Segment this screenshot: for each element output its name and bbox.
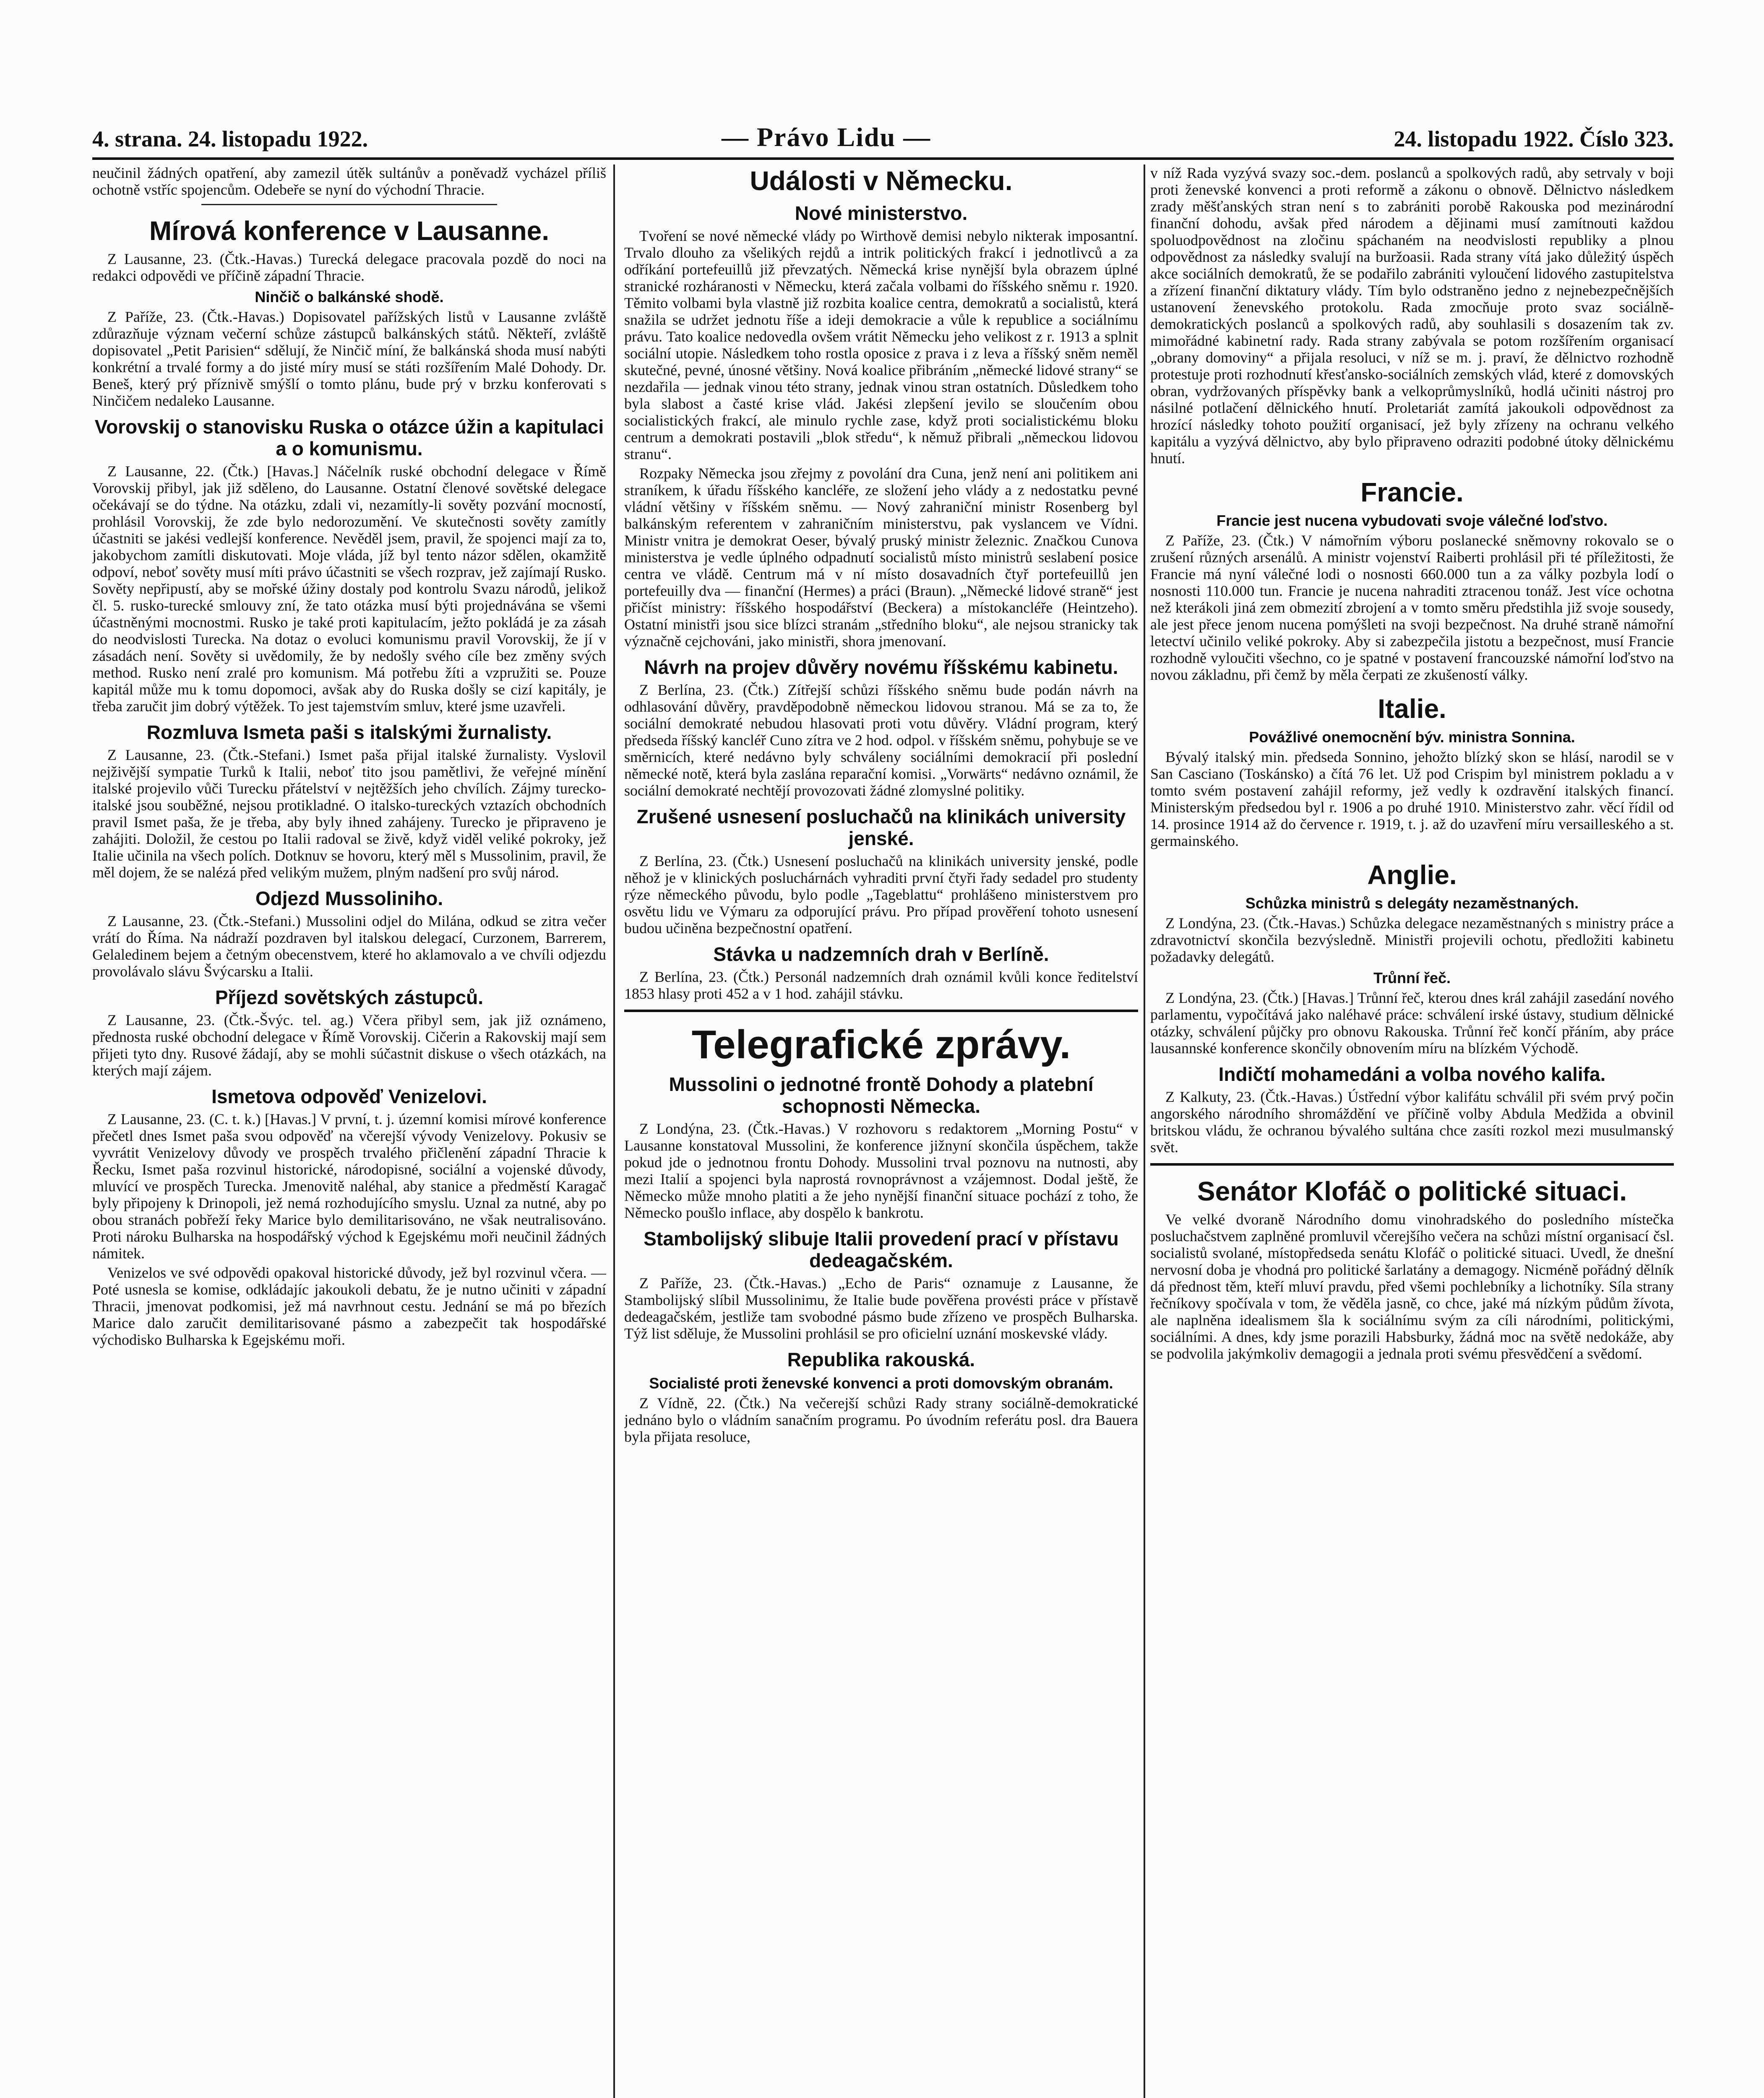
column-rule [613,164,615,2098]
headline-vorovskij: Vorovskij o stanovisku Ruska o otázce úžin a kapitulaci a o komunismu. [94,416,604,459]
article-text: Z Berlína, 23. (Čtk.) Zítřejší schůzi říšského sněmu bude podán návrh na odhlasování důvěry, pravděpodobně německou lidovou stranou. Má se za to, že sociální demokraté nebudou hlasovati proti votu důvěry. Vládní program, který předseda říšský kancléř Cuno zítra ve 2 hod. odpol. v říšském sněmu, pohybuje se ve směrnicích, které nedávno byly schváleny sociálními demokracií při poslední německé notě, která byla zaslána reparační komisi. „Vorwärts“ nedávno oznámil, že sociální demokraté nechtějí provozovati žádné zlomyslné politiky. [624,681,1138,799]
subheadline-italie: Povážlivé onemocnění býv. ministra Sonnina. [1249,728,1575,746]
article-text: Z Berlína, 23. (Čtk.) Personál nadzemních drah oznámil kvůli konce ředitelství 1853 hlasy proti 452 a v 1 hod. zahájil stávku. [624,968,1138,1002]
article-text: Z Lausanne, 23. (Čtk.-Havas.) Turecká delegace pracovala pozdě do noci na redakci odpovědi ve příčině západní Thracie. [92,251,606,284]
headline-ismet-pasa: Rozmluva Ismeta paši s italskými žurnalisty. [146,721,552,743]
headline-ismetova-odpoved: Ismetova odpověď Venizelovi. [211,1086,487,1107]
article-continuation: neučinil žádných opatření, aby zamezil útěk sultánův a poněvadž vycházel příliš ochotně vstříc spojencům. Odebeře se nyní do východní Thracie. [92,164,606,198]
headline-navrh-duvery: Návrh na projev důvěry novému říšskému kabinetu. [644,656,1118,678]
subheadline-nincic: Ninčič o balkánské shodě. [255,288,444,305]
subheadline-nove-ministerstvo: Nové ministerstvo. [795,202,968,224]
article-text: Z Lausanne, 22. (Čtk.) [Havas.] Náčelník ruské obchodní delegace v Římě Vorovskij přibyl, jak již sděleno, do Lausanne. Ostatní členové sovětské delegace očekávají se do týdne. Na otázku, zdali vi, nezamítly-li sověty pozvání mocností, prohlásil Vorovskij, že zde bylo nedorozumění. Ve skutečnosti sověty zamítly účastniti se jakési vedlejší konference. Nevěděl jsem, pravil, že spojenci mají za to, jakobychom zamítli diskutovati. Moje vláda, jíž byl tento názor sdělen, okamžitě odpoví, neboť sověty musí míti právo účastniti se všech rozprav, jež zajímají Rusko. Sověty nepřipustí, aby se mořské úžiny dostaly pod kontrolu Svazu národů, jelikož čl. 5. rusko-turecké smlouvy zní, že tato otázka musí býti projednávána se všemi účastněnými mocnostmi. Rusko je také proti kapitulacím, ježto pokládá je za zásah do neodvislosti Turecka. Na dotaz o evoluci komunismu pravil Vorovskij, že jí v zásadách není. Sověty si uvědomily, že by nedošly svého cíle bez změny svých method. Rusko není zralé pro komunism. Má potřebu žíti a vzpružiti se. Pouze kapitál může mu k tomu dopomoci, avšak aby do Ruska došly se cizí kapitály, je třeba zaručit jim dobrý výtěžek. To jest tajemstvím smluv, které jsme uzavřeli. [92,463,606,715]
divider [201,204,497,205]
subheadline-francie: Francie jest nucena vybudovati svoje válečné loďstvo. [1216,512,1608,529]
article-text: Tvoření se nové německé vlády po Wirthově demisi nebylo nikterak imposantní. Trvalo dlouho za všelikých rejdů a intrik politických frakcí i jednotlivců a za odříkání portefeuillů již převzatých. Německá krise nynější byla obrazem úplné stranické rozháranosti v Německu, která začala volbami do říšského sněmu r. 1920. Těmito volbami byla vlastně již rozbita koalice centra, demokratů a socialistů, která snažila se udržet jednotu říše a ideji demokracie a vůle k republice a sociálnímu právu. Tato koalice nedovedla ovšem vrátit Německu jeho velikost z r. 1913 a splnit sociální utopie. Následkem toho rostla oposice z prava i z leva a říšský sněm neměl skutečné, pevné, únosné většiny. Nová koalice přibráním „německé lidové strany“ se nezdařila — jednak vinou této strany, jednak vinou stran ostatních. Důsledkem toho byla slabost a časté krise vlád. Jakési zlepšení jevilo se sloučením obou socialistických frakcí, ale minulo rychle zase, když proti socialistickému bloku centrum a demokrati postavili „blok středu“, k němuž přibrali „německou lidovou stranu“. [624,227,1138,462]
article-text: Rozpaky Německa jsou zřejmy z povolání dra Cuna, jenž není ani politikem ani straníkem, k úřadu říšského kancléře, ze složení jeho vlády a z nedostatku pevné vládní většiny v říšském sněmu. — Nový zahraniční ministr Rosenberg byl balkánským referentem v zahraničním ministerstvu, pak vyslancem ve Vídni. Ministr vnitra je demokrat Oeser, bývalý pruský ministr železnic. Značkou Cunova ministerstva je vedle úplného odpadnutí socialistů místo ministrů seslabení posice centra ve vládě. Centrum má v ní místo dosavadních čtyř portefeuillů jen portefeuilly dva — finanční (Hermes) a práci (Braun). „Německé lidové straně“ jest přičíst ministry: říšského hospodářství (Beckera) a místokancléře (Heintzeho). Ostatní ministři jsou sice blízci stranám „středního bloku“, ale nejsou stranicky tak význačně cejchováni, jako ministři, shora jmenovaní. [624,465,1138,650]
article-text: Z Berlína, 23. (Čtk.) Usnesení posluchačů na klinikách university jenské, podle něhož je v klinických posluchárnách vyhraditi první čtyři řady sedadel pro studenty rýze německého původu, bylo podle „Tageblattu“ prohlášeno ministerstvem pro osvětu lidu ve Výmaru za odporující právu. Pro případ prověření tohoto usnesení budou učiněna bezpečnostní opatření. [624,853,1138,937]
headline-republika-rakouska: Republika rakouská. [787,1349,975,1370]
article-text: Z Londýna, 23. (Čtk.-Havas.) Schůzka delegace nezaměstnaných s ministry práce a zdravotnictví skončila bezvýsledně. Ministři projevili ochotu, předložiti kabinetu požadavky delegátů. [1150,915,1674,965]
article-text: Bývalý italský min. předseda Sonnino, jehožto blízký skon se hlásí, narodil se v San Casciano (Toskánsko) a čítá 76 let. Už pod Crispim byl ministrem pokladu a v tomto svém postavení zahájil reformy, jež vedly k ozdravění italských financí. Ministerským předsedou byl r. 1906 a po druhé 1910. Ministerstvo zahr. věcí řídil od 14. prosince 1914 až do července r. 1919, t. j. až do uzavření míru versailleského a st. germainského. [1150,749,1674,849]
article-text: Z Paříže, 23. (Čtk.-Havas.) „Echo de Paris“ oznamuje z Lausanne, že Stambolijský slíbil Mussolinimu, že Italie bude pověřena provésti práce v přístavě dedeagačském, jestliže tam svobodné pásmo bude zřízeno ve prospěch Bulharska. Týž list sděluje, že Mussolini prohlásil se pro oficielní uznání moskevské vlády. [624,1275,1138,1342]
headline-stambolijsky: Stambolijský slibuje Italii provedení prací v přístavu dedeagačském. [644,1228,1119,1271]
article-text: Z Lausanne, 23. (Čtk.-Švýc. tel. ag.) Včera přibyl sem, jak již oznámeno, přednosta ruské obchodní delegace v Římě Vorovskij. Cičerin a Rakovskij mají sem přijeti tyto dny. Rusové žádají, aby se mohli súčastnit diskuse o všech otázkách, na kterých mají zájem. [92,1012,606,1079]
headline-udalosti-v-nemecku: Události v Německu. [750,166,1013,196]
headline-odjezd-mussoliniho: Odjezd Mussoliniho. [255,887,443,909]
column-2 [624,164,1138,2098]
subheadline-trunni-rec: Trůnní řeč. [1373,969,1451,986]
article-text: Venizelos ve své odpovědi opakoval historické důvody, jež byl rozvinul včera. — Poté usnesla se komise, odkládajíc jakoukoli debatu, že je nutno učiniti v západní Thracii, jmenovat podkomisi, jež má navrhnout cestu. Jednání se má po březích Marice dalo zaručit demilitarisované pásmo a zabezpečit tak hospodářské východisko Bulharska k Egejskému moři. [92,1264,606,1348]
masthead: — Právo Lidu — [722,122,931,152]
article-text: Z Lausanne, 23. (Čtk.-Stefani.) Mussolini odjel do Milána, odkud se zitra večer vrátí do Říma. Na nádraží pozdraven byl italskou delegací, Curzonem, Barrerem, Gelaledinem bejem a četným obecenstvem, které ho aklamovalo a ve chvíli odjezdu provolávalo slávu Švýcarsku a Italii. [92,913,606,980]
column-1 [92,164,606,2098]
page-number-date: 4. strana. 24. listopadu 1922. [92,126,368,151]
headline-francie: Francie. [1360,477,1464,507]
subheadline-anglie: Schůzka ministrů s delegáty nezaměstnaných. [1245,895,1579,912]
headline-zrusene-usneseni: Zrušené usnesení posluchačů na klinikách university jenské. [636,806,1126,849]
issue-date-number: 24. listopadu 1922. Číslo 323. [1394,126,1674,151]
section-divider [1150,1163,1674,1166]
headline-prijezd-sovetskych: Příjezd sovětských zástupců. [215,986,484,1008]
article-text: Ve velké dvoraně Národního domu vinohradského do posledního místečka posluchačstvem zaplněné promluvil včerejšího večera na schůzi místní organisací čsl. socialistů svolané, místopředseda senátu Klofáč o politické situaci. Uvedl, že dnešní nervosní doba je vhodná pro politické šarlatány a demagogy. Nicméně pořádný dělník dá přednost těm, kteří mluví pravdu, před všemi pochlebníky a lichotníky. Síla strany řečníkovy spočívala v tom, že věděla jasně, co chce, jaké má nízkým půdům žívota, ale naplněna idealismem šla k sociálnímu svým za cíli národními, politickými, sociálními. A dnes, kdy jsme porazili Habsburky, žádná moc na světě nedokáže, aby se podvolila jakýmkoliv demagogii a jednala proti svému přesvědčení a svědomí. [1150,1211,1674,1362]
headline-stavka: Stávka u nadzemních drah v Berlíně. [713,943,1049,965]
headline-mirova-konference: Mírová konference v Lausanne. [149,216,550,246]
headline-indicti-mohamedani: Indičtí mohamedáni a volba nového kalifa. [1218,1063,1606,1085]
headline-senator-klofac: Senátor Klofáč o politické situaci. [1197,1176,1627,1206]
article-text: Z Paříže, 23. (Čtk.-Havas.) Dopisovatel pařížských listů v Lausanne zvláště zdůrazňuje význam večerní schůze zástupců balkánských států. Někteří, zvláště dopisovatel „Petit Parisien“ sdělují, že Ninčič míní, že balkánská shoda musí nabýti konkrétní a trvalé formy a do jisté míry musí se státi rozšířením Malé Dohody. Dr. Beneš, který prý příznivě smýšlí o tomto plánu, bude prý v brzku konferovati s Ninčičem nedaleko Lausanne. [92,308,606,409]
article-text: Z Lausanne, 23. (Čtk.-Stefani.) Ismet paša přijal italské žurnalisty. Vyslovil nejživější sympatie Turků k Italii, neboť tito jsou pamětlivi, že veřejné mínění italské projevilo vůči Turecku přátelství v nejtěžších jeho chvílích. Zájmy turecko-italské jsou souběžné, nejsou protikladné. O italsko-tureckých vztazích obchodních pravil Ismet paša, že je třeba, aby byly ihned zahájeny. Turecko je připraveno je zahájiti. Doložil, že cestou po Italii radoval se živě, když viděl veliké pokroky, jež Italie učinila na všech polích. Dotknuv se hovoru, který měl s Mussolinim, pravil, že měl dojem, že se nalézá před velikým mužem, plným nadšení pro svůj národ. [92,746,606,881]
section-divider [624,1010,1138,1012]
article-text: Z Lausanne, 23. (C. t. k.) [Havas.] V první, t. j. územní komisi mírové konference přečetl dnes Ismet paša svou odpověď na včerejší vývody Venizelovy. Pokusiv se vyvrátit Venizelovy důvody ve prospěch trvalého přičlenění západní Thracie k Řecku, Ismet paša rozvinul historické, národopisné, sociální a vojenské důvody, mluvící ve prospěch Turecka. Jmenovitě naléhal, aby stanice a předměstí Karagač byly připojeny k Drinopoli, jež nemá rozhodujícího smyslu. Uznal za nutné, aby po obou stranách pobřeží řeky Marice bylo demilitarisováno, ne však neutralisováno. Proti nároku Bulharska na hospodářský východ k Egejskému moři neučinil žádných námitek. [92,1111,606,1262]
headline-anglie: Anglie. [1367,860,1457,890]
article-continuation: v níž Rada vyzývá svazy soc.-dem. poslanců a spolkových radů, aby setrvaly v boji proti ženevské konvenci a proti reformě a zákonu o obnově. Dělnictvo následkem zrady měšťanských stran není s to zabrániti porobě Rakouska pod mezinárodní finanční dohodu, avšak před národem a dějinami musí zamítnouti každou spoluodpovědnost na zločinu spáchaném na neodvislosti republiky a plnou odpovědnost za následky svalují na buržoasii. Rada strany vítá jako důležitý úspěch akce sociálních demokratů, že se podařilo zabrániti vyloučení lidového zastupitelstva a zřízení finanční diktatury vlády. Tím bylo odstraněno jedno z nejnebezpečnějších ustanovení ženevského protokolu. Rada zmocňuje proto svaz sociálně-demokratických poslanců a spolkových radů, aby souhlasili s dosazením tak zv. mimořádné kabinetní rady. Rada strany zabývala se potom rozšířením organisací „obrany domoviny“ a přijala resoluci, v níž se m. j. praví, že dělnictvo rozhodně protestuje proti rozhodnutí křesťansko-sociálních zemských vlád, které z domovských obran, vydržovaných příspěvky bank a velkoprůmyslníků, hodlá učiniti nástroj pro násilné potlačení dělnického hnutí. Proletariát zamítá jakoukoli odpovědnost za hrozící následky tohoto použití organisací, jež byly zřízeny na ochranu velkého kapitálu a vyzývá dělnictvo, aby bylo připraveno odraziti podobné útoky dělnickému hnutí. [1150,164,1674,467]
headline-mussolini-fronta: Mussolini o jednotné frontě Dohody a platební schopnosti Německa. [669,1073,1094,1117]
article-text: Z Vídně, 22. (Čtk.) Na večerejší schůzi Rady strany sociálně-demokratické jednáno bylo o vládním sanačním programu. Po úvodním referátu posl. dra Bauera byla přijata resoluce, [624,1395,1138,1445]
article-text: Z Londýna, 23. (Čtk.) [Havas.] Trůnní řeč, kterou dnes král zahájil zasedání nového parlamentu, vypočítává jako naléhavé práce: schválení irské ústavy, studium dělnické otázky, schválení půjčky pro obnovu Rakouska. Trůnní řeč končí přáním, aby práce lausannské konference skončily obnovením míru na blízkém Východě. [1150,989,1674,1057]
column-3 [1150,164,1674,2098]
page-header [92,122,1674,159]
header-rule [92,157,1674,160]
article-text: Z Kalkuty, 23. (Čtk.-Havas.) Ústřední výbor kalifátu schválil při svém prvý počin angorského národního shromáždění ve příčině volby Abdula Medžida a obvinil britskou vládu, že ochranou bývalého sultána chce zasíti rozkol mezi musulmanský svět. [1150,1088,1674,1156]
section-headline-telegraficke-zpravy: Telegrafické zprávy. [691,1022,1071,1067]
article-text: Z Londýna, 23. (Čtk.-Havas.) V rozhovoru s redaktorem „Morning Postu“ v Lausanne konstatoval Mussolini, že konference jižnyní skončila úspěchem, takže pokud jde o jednotnou frontu Dohody. Mussolini trval poznovu na nutnosti, aby mezi Italií a spojenci byla naprostá rovnoprávnost a vzájemnost. Dodal ještě, že Německo může mnoho platiti a že jeho nynější finanční situace pochází z toho, že Německo poušlo inflace, aby dospělo k bankrotu. [624,1120,1138,1221]
column-rule [1144,164,1145,2098]
headline-italie: Italie. [1378,694,1446,724]
article-text: Z Paříže, 23. (Čtk.) V námořním výboru poslanecké sněmovny rokovalo se o zrušení různých arsenálů. A ministr vojenství Raiberti prohlásil při té příležitosti, že Francie má nyní válečné lodi o nosnosti 660.000 tun a za války pozbyla lodí o nosnosti 110.000 tun. Francie je nucena nahraditi ztracenou tonáž. Jest více ochotna než kterákoli jiná zem obmezití zbrojení a v tomto směru předstihla již svoje sousedy, ale jest přece jenom nucena pomýšleti na svoji bezpečnost. Na druhé straně námořní letectví učinilo veliké pokroky. Aby si zabezpečila jistotu a bezpečnost, musí Francie rozhodně vyloučiti všechno, co je spatné v postavení francouzské námořní loďstvo na novou základnu, při čemž by měla čerpati ze zkušeností války. [1150,532,1674,683]
subheadline-socialiste: Socialisté proti ženevské konvenci a proti domovským obranám. [649,1375,1113,1392]
